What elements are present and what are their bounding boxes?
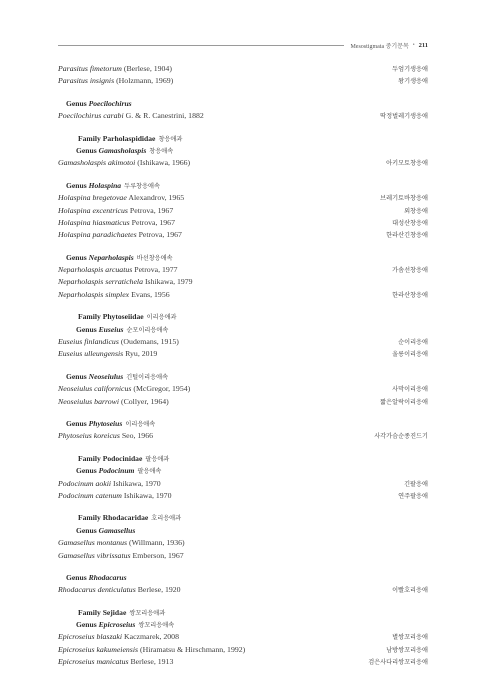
- taxon-name: Phytoseiidae: [102, 312, 144, 322]
- species-entry: [58, 383, 428, 395]
- taxon-name: Neparholaspis: [88, 252, 134, 262]
- section-gap: [58, 597, 428, 607]
- rank-label: Family: [78, 133, 101, 143]
- family-heading: [58, 512, 428, 524]
- taxon-name: Rhodacaridae: [102, 513, 149, 523]
- genus-heading-text: [66, 418, 155, 431]
- running-title: Mesostigmata 중기문목: [350, 44, 409, 50]
- korean-taxon-name: 호리응애과: [151, 515, 182, 523]
- genus-heading: [58, 145, 428, 157]
- species-entry: [58, 584, 428, 596]
- korean-taxon-name: 이리응애과: [146, 314, 177, 322]
- species-label: [58, 264, 178, 276]
- section-gap: [58, 170, 428, 180]
- taxon-name: Podocinidae: [102, 453, 143, 463]
- species-author: Evans, 1956: [131, 289, 170, 299]
- taxon-name: Holaspina: [88, 180, 122, 190]
- species-label: [58, 550, 184, 562]
- species-label: [58, 490, 171, 502]
- genus-heading-text: [66, 572, 130, 585]
- species-label: [58, 656, 173, 668]
- rank-label: Genus: [76, 324, 97, 334]
- korean-taxon-name: 팔응애속: [137, 468, 162, 476]
- species-entry: [58, 75, 428, 87]
- section-gap: [58, 88, 428, 98]
- species-entry: [58, 550, 428, 562]
- rank-label: Genus: [76, 620, 97, 630]
- genus-heading-text: [66, 180, 160, 193]
- species-author: Ishikawa, 1970: [113, 478, 161, 488]
- species-name: Holaspina bregetovae: [58, 193, 127, 203]
- species-name: Gamasellus montanus: [58, 538, 128, 548]
- species-entry: [58, 348, 428, 360]
- species-name: Epicroseius blaszaki: [58, 632, 123, 642]
- species-label: [58, 631, 179, 643]
- species-label: [58, 644, 245, 656]
- species-author: (Collyer, 1964): [120, 396, 169, 406]
- section-gap: [58, 443, 428, 453]
- taxon-name: Euseius: [98, 324, 124, 334]
- species-author: (Oudemans, 1915): [120, 337, 179, 347]
- species-name: Euseius finlandicus: [58, 337, 119, 347]
- species-label: [58, 348, 157, 360]
- korean-common-name: 검은사다리쌍꼬리응애: [368, 659, 428, 667]
- species-entry: [58, 157, 428, 169]
- species-author: (Berlese, 1904): [123, 64, 172, 73]
- korean-common-name: 대성산창응애: [392, 219, 428, 227]
- species-name: Podocinum aokii: [58, 478, 112, 488]
- species-author: (Hiramatsu & Hirschmann, 1992): [140, 644, 246, 654]
- korean-common-name: 이빨호리응애: [392, 587, 428, 595]
- species-author: Petrova, 1967: [138, 230, 182, 240]
- species-entry: [58, 430, 428, 442]
- korean-taxon-name: 팔응애과: [145, 455, 170, 463]
- species-name: Epicroseius manicatus: [58, 657, 129, 667]
- korean-taxon-name: 두루창응애속: [124, 182, 160, 190]
- family-heading-text: [78, 512, 181, 525]
- header-bullet: •: [412, 43, 415, 48]
- section-gap: [58, 242, 428, 252]
- rank-label: Genus: [76, 525, 97, 535]
- species-name: Neparholaspis serratichela: [58, 277, 143, 287]
- genus-heading: [58, 98, 428, 110]
- species-author: Ishikawa, 1970: [123, 490, 172, 500]
- rank-label: Genus: [76, 466, 97, 476]
- taxon-name: Neoseiulus: [88, 371, 124, 381]
- genus-heading: [58, 371, 428, 383]
- korean-taxon-name: 이리응애속: [125, 420, 156, 428]
- species-name: Epicroseius kakumeiensis: [58, 644, 139, 654]
- species-author: Emberson, 1967: [132, 550, 184, 560]
- species-author: Petrova, 1967: [129, 205, 174, 215]
- species-name: Neparholaspis simplex: [58, 289, 130, 299]
- species-author: Berlese, 1913: [130, 657, 174, 667]
- species-label: [58, 157, 190, 169]
- species-label: [58, 229, 182, 241]
- korean-common-name: 왕기생응애: [398, 78, 428, 86]
- species-entry: [58, 217, 428, 229]
- species-label: [58, 63, 172, 75]
- species-label: [58, 205, 173, 217]
- species-entry: [58, 192, 428, 204]
- species-author: Seo, 1966: [121, 431, 154, 441]
- family-heading-text: [78, 607, 165, 620]
- korean-common-name: 한라산긴창응애: [386, 232, 428, 240]
- rank-label: Genus: [66, 572, 87, 582]
- korean-taxon-name: 창응애과: [158, 135, 183, 143]
- korean-taxon-name: 쌍꼬리응애과: [129, 609, 166, 617]
- species-label: [58, 75, 173, 87]
- family-heading: [58, 453, 428, 465]
- species-label: [58, 192, 184, 204]
- korean-common-name: 연주팔응애: [398, 492, 428, 500]
- genus-heading-text: [66, 98, 135, 111]
- korean-common-name: 외창응애: [404, 207, 428, 215]
- korean-common-name: 남방쌍꼬리응애: [386, 646, 428, 654]
- genus-heading-text: [76, 525, 138, 538]
- section-gap: [58, 562, 428, 572]
- species-author: Alexandrov, 1965: [128, 193, 185, 203]
- species-author: (Ishikawa, 1966): [137, 158, 191, 168]
- section-gap: [58, 301, 428, 311]
- korean-common-name: 브레기토바창응애: [380, 195, 428, 203]
- genus-heading: [58, 619, 428, 631]
- species-entry: [58, 644, 428, 656]
- species-entry: [58, 110, 428, 122]
- species-name: Gamasellus vibrissatus: [58, 550, 131, 560]
- species-name: Parasitus insignis: [58, 76, 115, 86]
- species-entry: [58, 289, 428, 301]
- species-entry: [58, 631, 428, 643]
- species-entry: [58, 656, 428, 668]
- species-label: [58, 537, 185, 549]
- family-heading-text: [78, 453, 169, 466]
- species-author: (Willmann, 1936): [129, 538, 185, 548]
- rank-label: Genus: [66, 180, 87, 190]
- species-label: [58, 336, 179, 348]
- species-entry: [58, 276, 428, 288]
- species-author: Petrova, 1977: [134, 265, 178, 275]
- rank-label: Family: [78, 513, 101, 523]
- species-name: Neoseiulus barrowi: [58, 396, 120, 406]
- genus-heading: [58, 465, 428, 477]
- header-rule: [58, 45, 344, 46]
- species-entry: [58, 63, 428, 75]
- korean-common-name: 아키모토창응애: [386, 160, 428, 168]
- species-label: [58, 430, 153, 442]
- running-header: [58, 41, 428, 50]
- genus-heading: [58, 180, 428, 192]
- korean-common-name: 사막이리응애: [392, 386, 428, 394]
- rank-label: Family: [78, 453, 101, 463]
- korean-common-name: 울릉이리응애: [392, 351, 428, 359]
- taxon-name: Phytoseius: [88, 418, 123, 428]
- species-label: [58, 383, 190, 395]
- species-entry: [58, 264, 428, 276]
- korean-common-name: 한라산창응애: [392, 291, 428, 299]
- species-entry: [58, 396, 428, 408]
- genus-heading: [58, 252, 428, 264]
- family-heading: [58, 311, 428, 323]
- species-entry: [58, 490, 428, 502]
- species-entry: [58, 205, 428, 217]
- section-gap: [58, 361, 428, 371]
- korean-common-name: 두엄기생응애: [392, 66, 428, 73]
- rank-label: Family: [78, 312, 101, 322]
- korean-taxon-name: 쌍꼬리응애속: [138, 622, 175, 630]
- species-author: Ryu, 2019: [125, 349, 158, 359]
- genus-heading-text: [66, 252, 173, 265]
- taxon-name: Gamasellus: [98, 525, 136, 535]
- species-author: G. & R. Canestrini, 1882: [125, 111, 204, 121]
- species-entry: [58, 229, 428, 241]
- species-author: (Holzmann, 1969): [116, 76, 174, 86]
- species-author: Ishikawa, 1979: [144, 277, 193, 287]
- genus-heading: [58, 324, 428, 336]
- genus-heading: [58, 572, 428, 584]
- species-label: [58, 110, 204, 122]
- korean-common-name: 별쌍꼬리응애: [392, 634, 428, 642]
- species-label: [58, 217, 175, 229]
- species-entry: [58, 537, 428, 549]
- taxon-name: Epicroseius: [98, 620, 136, 630]
- section-gap: [58, 123, 428, 133]
- species-name: Poecilochirus carabi: [58, 111, 124, 121]
- korean-common-name: 딱정벌레기생응애: [380, 113, 428, 121]
- rank-label: Genus: [66, 371, 87, 381]
- rank-label: Genus: [66, 252, 87, 262]
- genus-heading: [58, 418, 428, 430]
- taxon-name: Poecilochirus: [88, 98, 132, 108]
- genus-heading-text: [76, 145, 173, 158]
- korean-common-name: 순이리응애: [398, 339, 428, 347]
- rank-label: Genus: [76, 145, 97, 155]
- korean-common-name: 사각가슴순종진드기: [374, 433, 428, 441]
- family-heading: [58, 133, 428, 145]
- species-label: [58, 276, 193, 288]
- korean-taxon-name: 바선창응애속: [136, 254, 173, 262]
- species-entry: [58, 336, 428, 348]
- taxon-name: Podocinum: [98, 466, 135, 476]
- genus-heading-text: [76, 465, 161, 478]
- section-gap: [58, 408, 428, 418]
- section-gap: [58, 502, 428, 512]
- species-name: Holaspina excentricus: [58, 205, 128, 215]
- taxon-name: Rhodacarus: [88, 572, 127, 582]
- species-name: Podocinum catenum: [58, 490, 122, 500]
- genus-heading-text: [76, 619, 174, 632]
- family-heading-text: [78, 133, 182, 146]
- species-label: [58, 584, 181, 596]
- rank-label: Genus: [66, 98, 87, 108]
- species-name: Neparholaspis arcuatus: [58, 265, 133, 275]
- korean-taxon-name: 창응애속: [149, 147, 174, 155]
- taxon-list: [58, 63, 428, 669]
- page-number: 211: [418, 42, 428, 49]
- species-author: Berlese, 1920: [137, 585, 181, 595]
- korean-common-name: 가솜선창응애: [392, 267, 428, 275]
- species-author: Petrova, 1967: [131, 217, 175, 227]
- genus-heading-text: [66, 371, 168, 384]
- species-name: Holaspina hiasmaticus: [58, 217, 130, 227]
- species-name: Rhodacarus denticulatus: [58, 585, 136, 595]
- species-author: Kaczmarek, 2008: [123, 632, 179, 642]
- species-entry: [58, 478, 428, 490]
- family-heading: [58, 607, 428, 619]
- species-author: (McGregor, 1954): [133, 384, 191, 394]
- species-name: Phytoseius koreicus: [58, 431, 120, 441]
- taxon-name: Parholaspididae: [102, 133, 156, 143]
- species-name: Gamasholaspis akimotoi: [58, 158, 136, 168]
- species-label: [58, 289, 170, 301]
- species-name: Neoseiulus californicus: [58, 384, 132, 394]
- rank-label: Genus: [66, 418, 87, 428]
- species-label: [58, 478, 161, 490]
- species-name: Holaspina paradichaetes: [58, 230, 137, 240]
- species-name: Euseius ulleungensis: [58, 349, 124, 359]
- korean-taxon-name: 긴털이리응애속: [126, 373, 169, 381]
- korean-common-name: 긴팔응애: [404, 480, 428, 488]
- korean-common-name: 짧은알락이리응애: [380, 398, 428, 406]
- rank-label: Family: [78, 607, 101, 617]
- family-heading-text: [78, 311, 177, 324]
- korean-taxon-name: 순모이리응애속: [126, 326, 169, 334]
- taxon-name: Gamasholaspis: [98, 145, 147, 155]
- species-name: Parasitus fimetorum: [58, 64, 122, 73]
- genus-heading-text: [76, 324, 168, 337]
- taxon-name: Sejidae: [102, 607, 127, 617]
- genus-heading: [58, 525, 428, 537]
- species-label: [58, 396, 169, 408]
